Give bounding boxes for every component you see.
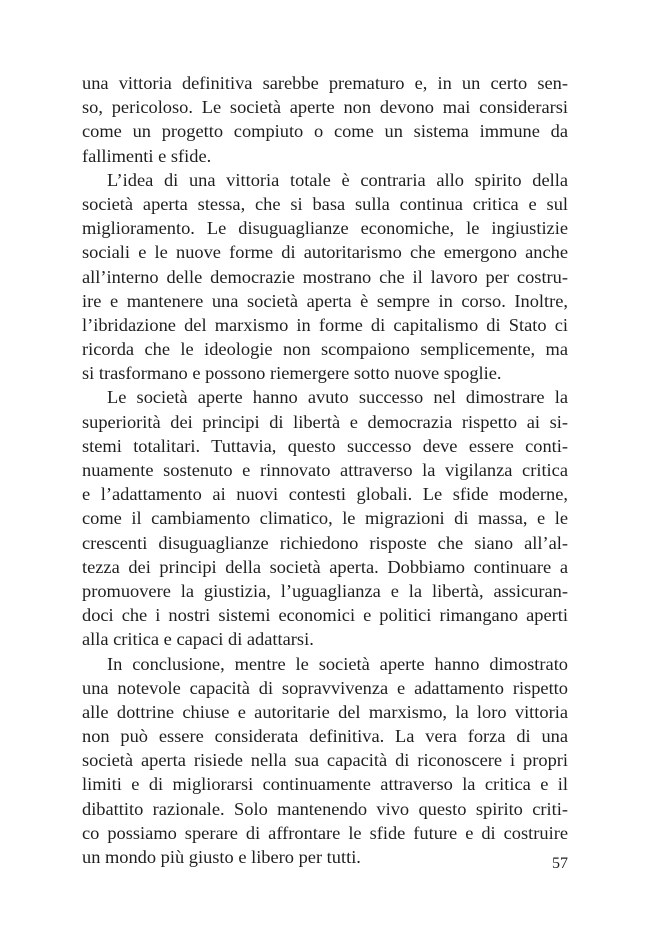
text-line: una notevole capacità di sopravvivenza e adattamento rispetto [82,677,568,698]
body-text [82,71,568,869]
text-line: so, pericoloso. Le società aperte non devono mai considerarsi [82,97,568,118]
text-line: società aperta stessa, che si basa sulla continua critica e sul [82,193,568,214]
text-line: come un progetto compiuto o come un sistema immune da [82,121,568,142]
text-line: miglioramento. Le disuguaglianze economiche, le ingiustizie [82,218,568,239]
text-line: promuovere la giustizia, l’uguaglianza e la libertà, assicuran- [82,580,568,601]
text-line: Le società aperte hanno avuto successo nel dimostrare la [107,387,568,408]
text-line: crescenti disuguaglianze richiedono risposte che siano all’al- [82,532,568,553]
text-line: una vittoria definitiva sarebbe prematuro e, in un certo sen- [82,73,568,93]
text-line: tezza dei principi della società aperta. Dobbiamo continuare a [82,556,568,577]
page-number: 57 [552,855,568,872]
text-line: ricorda che le ideologie non scompaiono semplicemente, ma [82,339,568,360]
text-line: all’interno delle democrazie mostrano che il lavoro per costru- [82,266,568,287]
text-line: alla critica e capaci di adattarsi. [82,629,314,650]
text-line: nuamente sostenuto e rinnovato attraverso la vigilanza critica [82,460,568,480]
text-line: alle dottrine chiuse e autoritarie del marxismo, la loro vittoria [82,701,568,722]
text-line: L’idea di una vittoria totale è contraria allo spirito della [107,169,568,190]
text-line: co possiamo sperare di affrontare le sfide future e di costruire [82,822,568,843]
text-line: non può essere considerata definitiva. La vera forza di una [82,726,568,747]
text-line: doci che i nostri sistemi economici e politici rimangano aperti [82,605,568,626]
text-line: ire e mantenere una società aperta è sempre in corso. Inoltre, [82,290,568,311]
text-line: stemi totalitari. Tuttavia, questo successo deve essere conti- [82,435,568,456]
text-line: società aperta risiede nella sua capacità di riconoscere i propri [82,750,568,771]
text-line: come il cambiamento climatico, le migrazioni di massa, e le [82,508,568,529]
text-line: superiorità dei principi di libertà e democrazia rispetto ai si- [82,411,568,432]
text-line: limiti e di migliorarsi continuamente attraverso la critica e il [82,774,568,795]
text-line: In conclusione, mentre le società aperte hanno dimostrato [107,653,568,674]
text-line: e l’adattamento ai nuovi contesti globali. Le sfide moderne, [82,484,568,505]
text-line: si trasformano e possono riemergere sotto nuove spoglie. [82,363,502,384]
text-line: l’ibridazione del marxismo in forme di capitalismo di Stato ci [82,314,568,335]
text-line: sociali e le nuove forme di autoritarismo che emergono anche [82,242,568,263]
text-line: fallimenti e sfide. [82,145,212,166]
text-line: un mondo più giusto e libero per tutti. [82,847,361,867]
text-line: dibattito razionale. Solo mantenendo vivo questo spirito criti- [82,798,568,819]
